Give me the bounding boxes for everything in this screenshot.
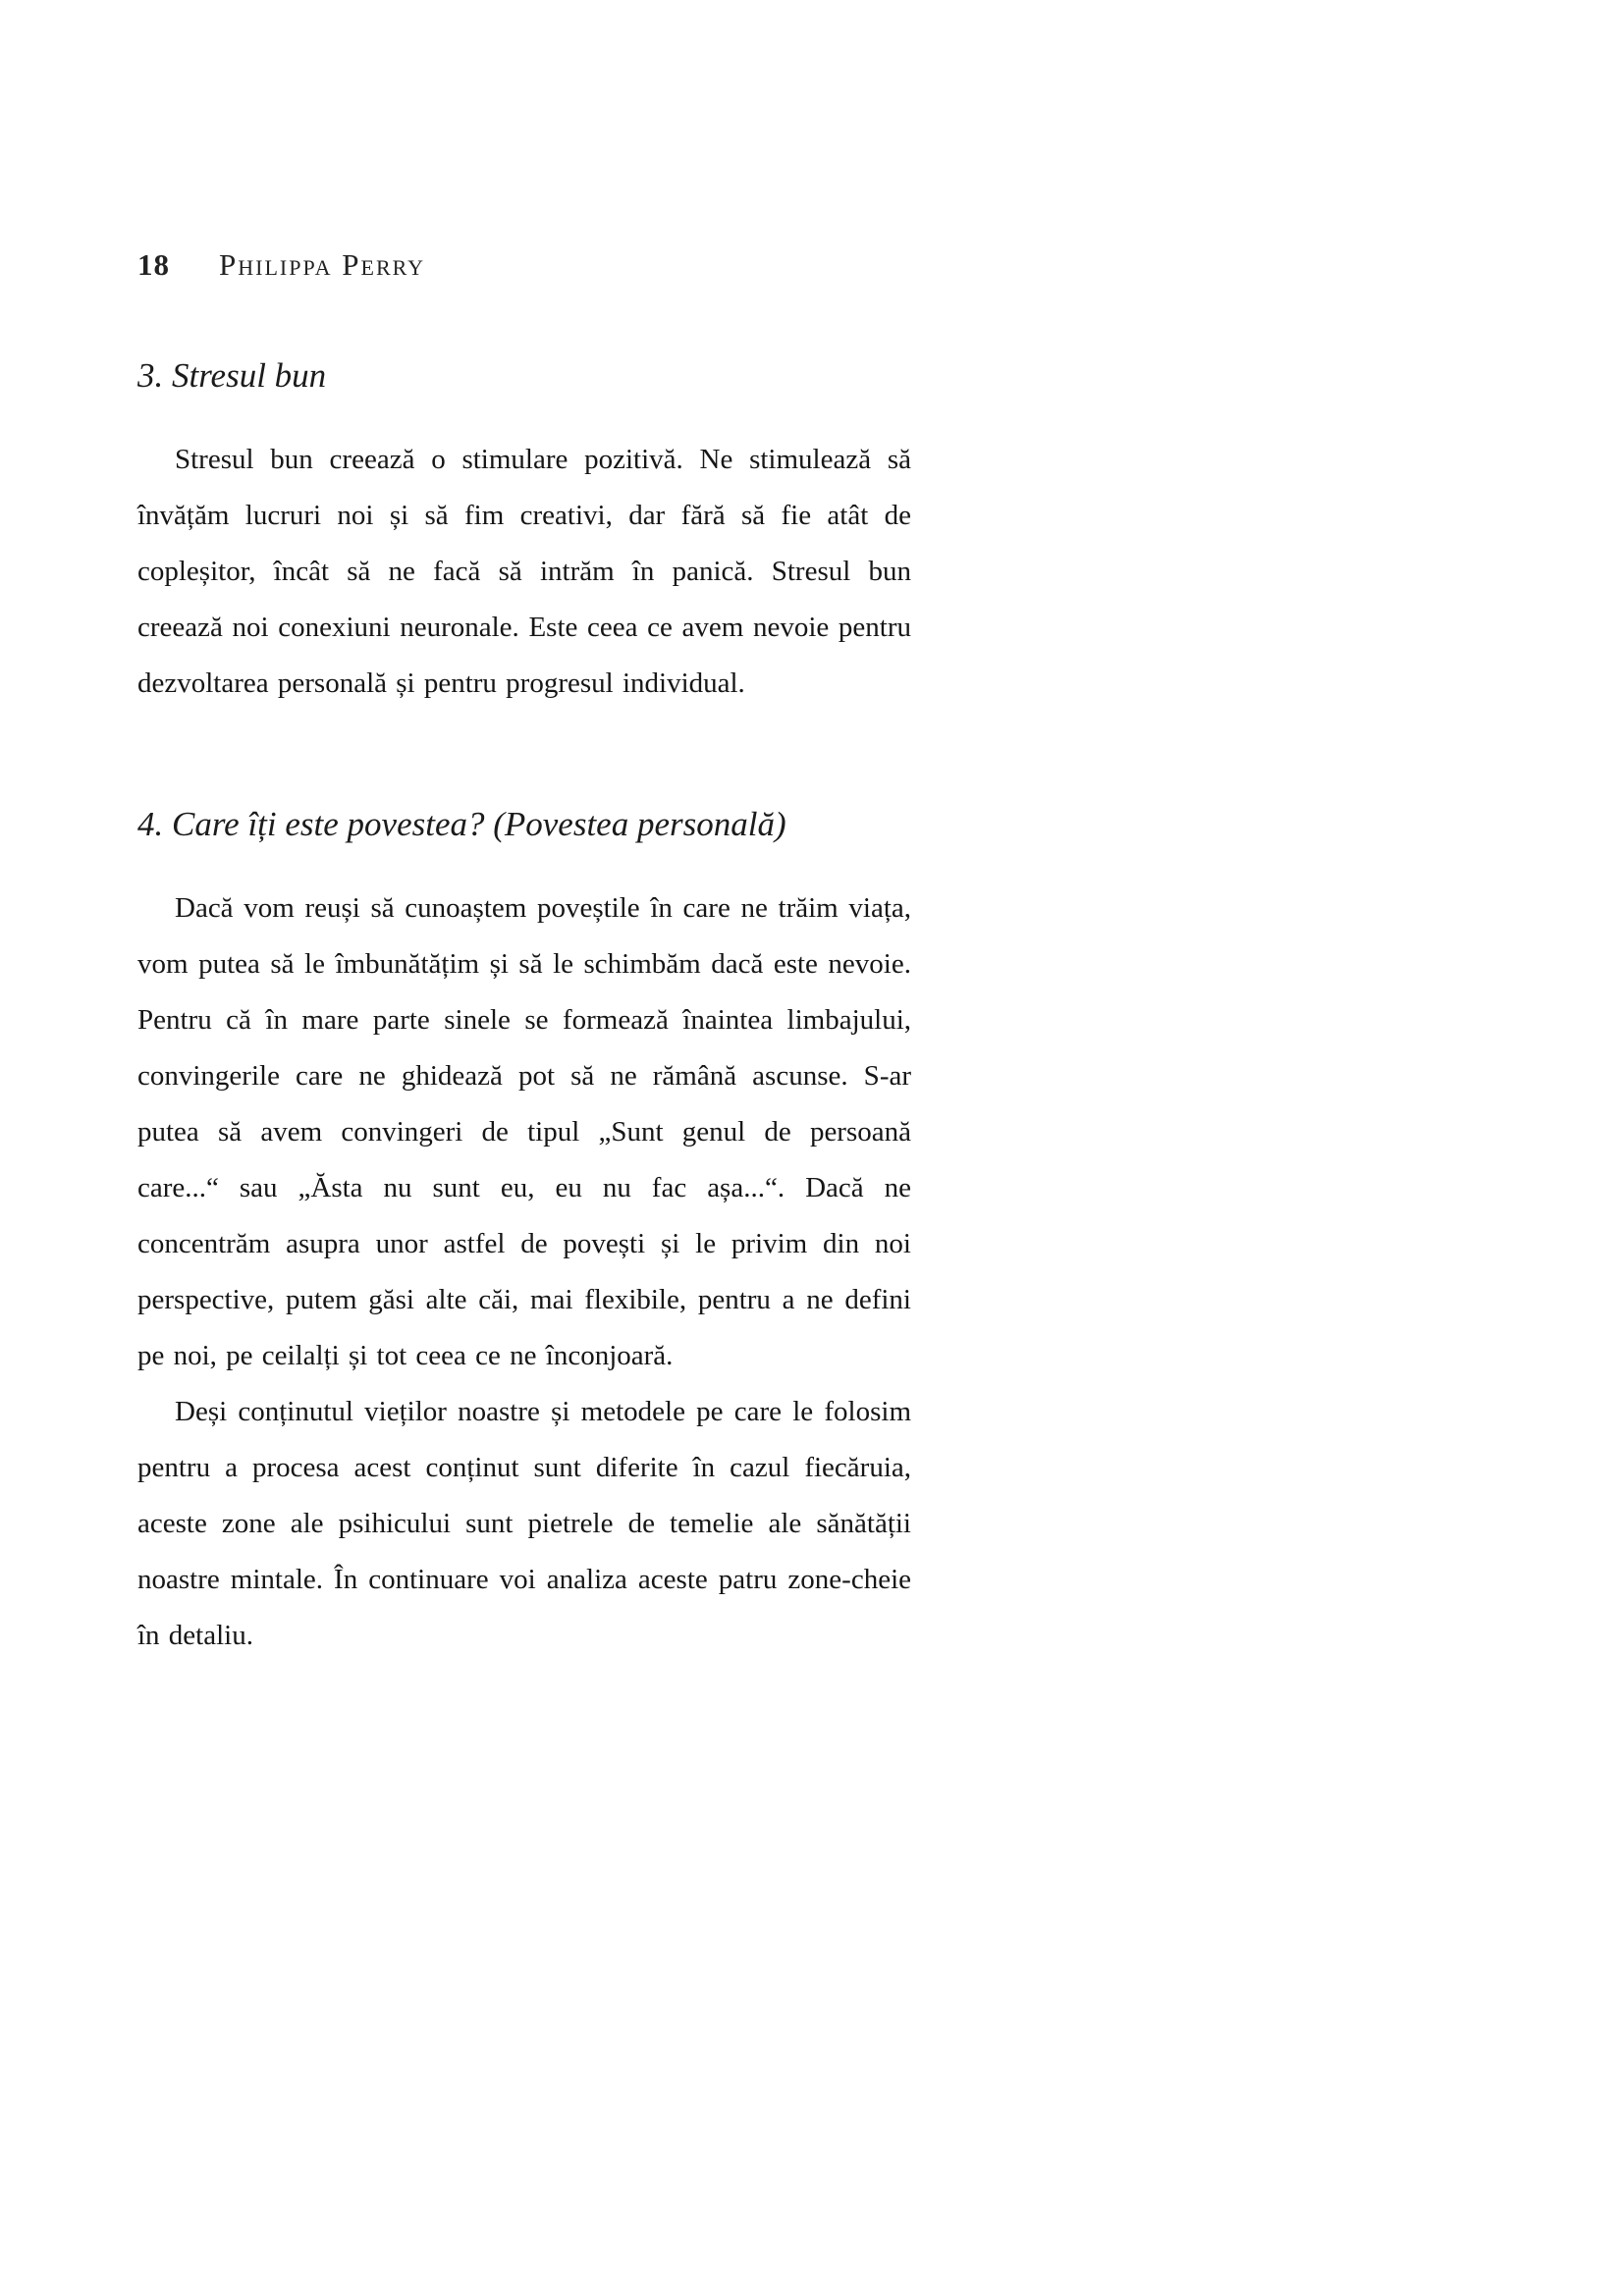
page-content — [137, 247, 911, 1664]
paragraph: Deși conținutul vieților noastre și metodele pe care le folosim pentru a procesa acest conținut sunt diferite în cazul fiecăruia, aceste zone ale psihicului sunt pietrele de temelie ale sănătății noastre mintale. În continuare voi analiza aceste patru zone-cheie în detaliu. — [137, 1396, 911, 1651]
paragraph: Stresul bun creează o stimulare pozitivă. Ne stimulează să învățăm lucruri noi și să fim creativi, dar fără să fie atât de copleșitor, încât să ne facă să intrăm în panică. Stresul bun creează noi conexiuni neuronale. Este ceea ce avem nevoie pentru dezvoltarea personală și pentru progresul individual. — [137, 444, 911, 699]
page-number: 18 — [137, 247, 170, 282]
section-heading-stresul-bun: 3. Stresul bun — [137, 356, 327, 395]
running-header — [137, 247, 911, 283]
section-heading-povestea-personala: 4. Care îți este povestea? (Povestea personală) — [137, 805, 786, 843]
author-name: Philippa Perry — [219, 247, 426, 282]
paragraph: Dacă vom reuși să cunoaștem poveștile în care ne trăim viața, vom putea să le îmbunătățim și să le schimbăm dacă este nevoie. Pentru că în mare parte sinele se formează înaintea limbajului, convingerile care ne ghidează pot să ne rămână ascunse. S-ar putea să avem convingeri de tipul „Sunt genul de persoană care...“ sau „Ăsta nu sunt eu, eu nu fac așa...“. Dacă ne concentrăm asupra unor astfel de povești și le privim din noi perspective, putem găsi alte căi, mai flexibile, pentru a ne defini pe noi, pe ceilalți și tot ceea ce ne înconjoară. — [137, 892, 911, 1371]
